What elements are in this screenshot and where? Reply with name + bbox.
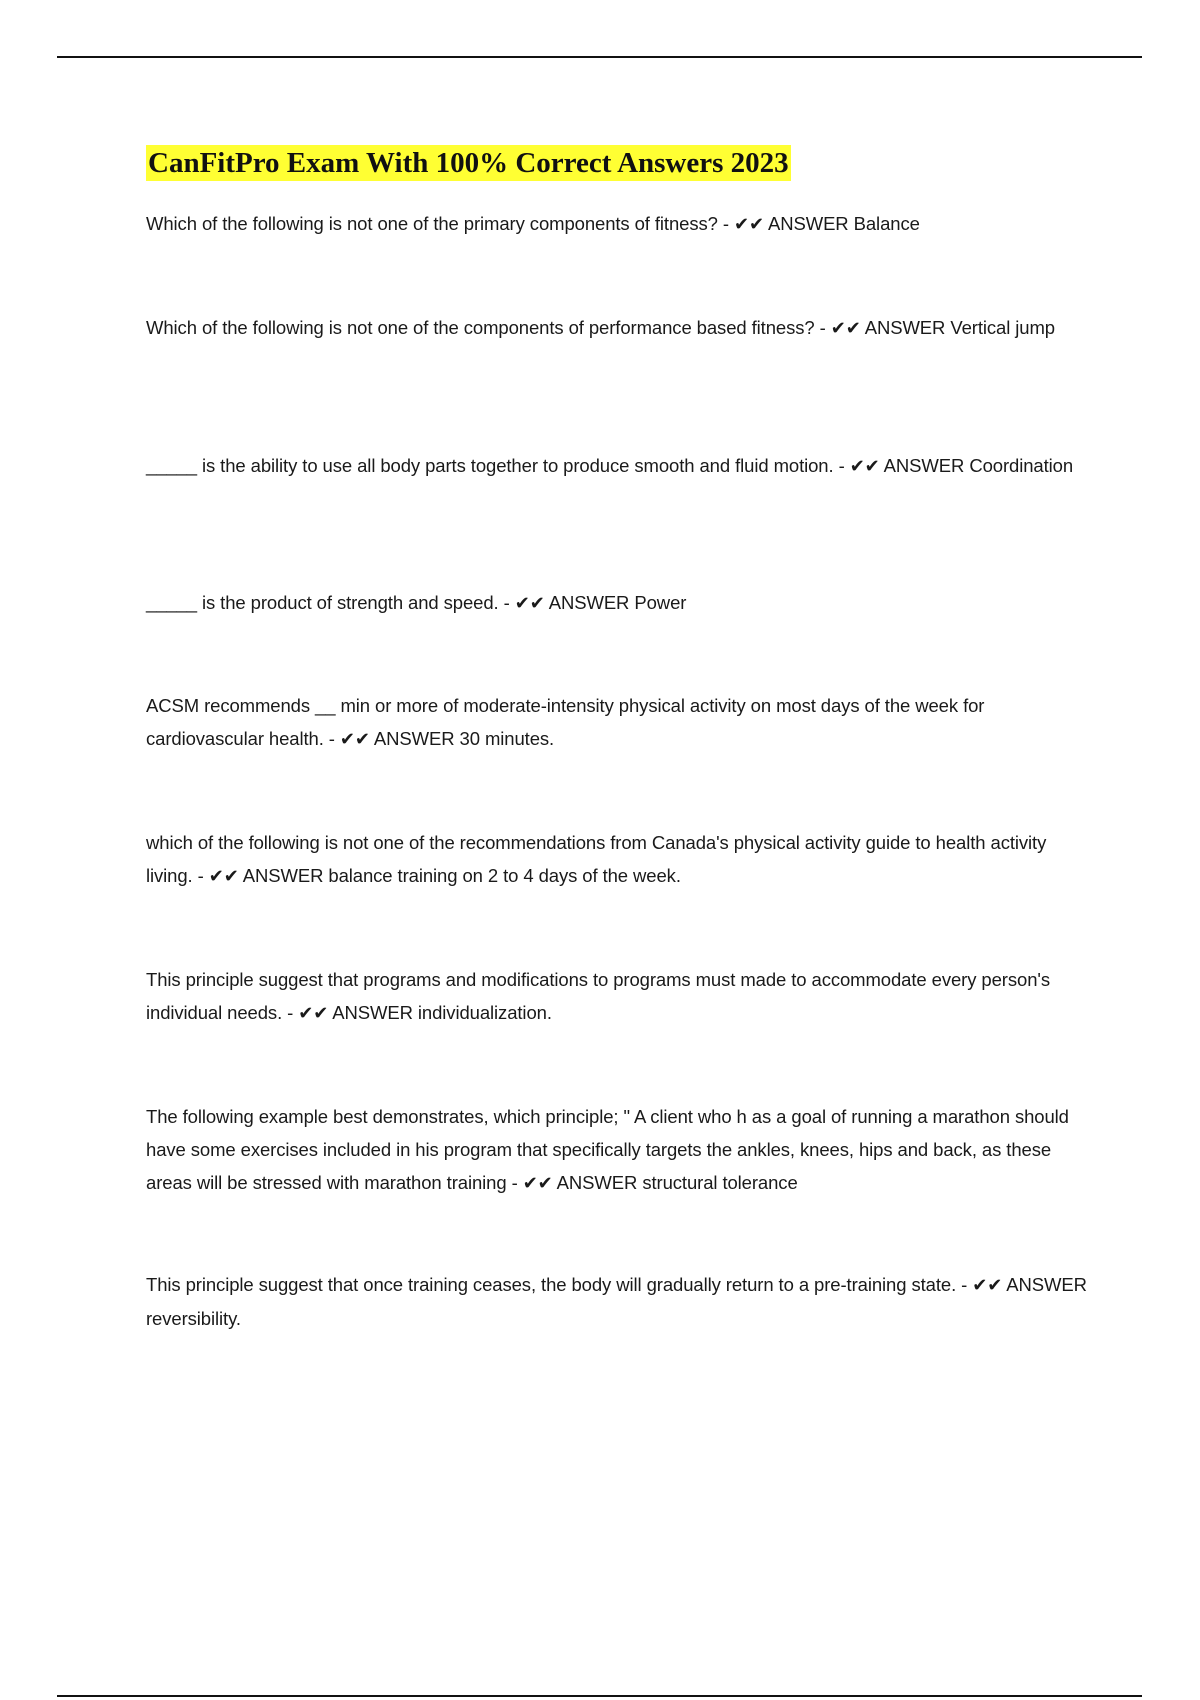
question-text: _____ is the ability to use all body parts together to produce smooth and fluid motion. bbox=[146, 455, 834, 476]
answer-text: Coordination bbox=[969, 455, 1074, 476]
question-text: This principle suggest that once training ceases, the body will gradually return to a pre-training state. bbox=[146, 1274, 957, 1295]
answer-text: Balance bbox=[853, 213, 920, 234]
check-marks-icon: ✔✔ bbox=[522, 1173, 553, 1194]
separator: - bbox=[192, 865, 209, 886]
question-text: This principle suggest that programs and modifications to programs must made to accommodate every person's individual needs. bbox=[146, 969, 1050, 1023]
separator: - bbox=[282, 1002, 299, 1023]
question-text: The following example best demonstrates, which principle; " A client who h as a goal of running a marathon should have some exercises included in his program that specifically targets the ankles, knees, hips and back, as these areas will be stressed with marathon training bbox=[146, 1106, 1069, 1193]
document-title: CanFitPro Exam With 100% Correct Answers 2023 bbox=[148, 147, 789, 179]
qa-item bbox=[146, 1268, 1096, 1335]
qa-item bbox=[146, 826, 1096, 893]
top-rule bbox=[57, 56, 1142, 58]
qa-item bbox=[146, 207, 1096, 241]
answer-label: ANSWER bbox=[1002, 1274, 1092, 1295]
answer-label: ANSWER bbox=[763, 213, 854, 234]
separator: - bbox=[323, 728, 340, 749]
separator: - bbox=[833, 455, 850, 476]
question-text: Which of the following is not one of the primary components of fitness? bbox=[146, 213, 718, 234]
check-marks-icon: ✔✔ bbox=[733, 214, 764, 235]
answer-label: ANSWER bbox=[369, 728, 460, 749]
question-text: _____ is the product of strength and speed. bbox=[146, 592, 499, 613]
answer-text: structural tolerance bbox=[642, 1172, 798, 1193]
check-marks-icon: ✔✔ bbox=[298, 1003, 329, 1024]
question-text: which of the following is not one of the recommendations from Canada's physical activity guide to health activity living. bbox=[146, 832, 1047, 886]
check-marks-icon: ✔✔ bbox=[849, 456, 880, 477]
answer-text: individualization. bbox=[417, 1002, 552, 1023]
answer-label: ANSWER bbox=[544, 592, 635, 613]
check-marks-icon: ✔✔ bbox=[830, 318, 861, 339]
qa-item bbox=[146, 586, 1096, 620]
separator: - bbox=[506, 1172, 523, 1193]
question-text: ACSM recommends __ min or more of moderate-intensity physical activity on most days of the week for cardiovascular health. bbox=[146, 695, 985, 749]
answer-label: ANSWER bbox=[552, 1172, 643, 1193]
question-text: Which of the following is not one of the components of performance based fitness? bbox=[146, 317, 815, 338]
qa-item bbox=[146, 963, 1096, 1030]
check-marks-icon: ✔✔ bbox=[339, 729, 370, 750]
separator: - bbox=[498, 592, 515, 613]
answer-label: ANSWER bbox=[860, 317, 951, 338]
separator: - bbox=[717, 213, 734, 234]
answer-label: ANSWER bbox=[328, 1002, 418, 1023]
check-marks-icon: ✔✔ bbox=[972, 1275, 1003, 1296]
check-marks-icon: ✔✔ bbox=[514, 593, 545, 614]
qa-item bbox=[146, 1100, 1096, 1200]
qa-item bbox=[146, 311, 1096, 345]
separator: - bbox=[956, 1274, 973, 1295]
document-body bbox=[146, 145, 1096, 1329]
answer-label: ANSWER bbox=[238, 865, 329, 886]
answer-text: reversibility. bbox=[146, 1308, 241, 1329]
qa-item bbox=[146, 689, 1096, 756]
answer-text: Vertical jump bbox=[950, 317, 1055, 338]
answer-label: ANSWER bbox=[879, 455, 970, 476]
answer-text: Power bbox=[634, 592, 687, 613]
bottom-rule bbox=[57, 1695, 1142, 1697]
check-marks-icon: ✔✔ bbox=[208, 866, 239, 887]
answer-text: balance training on 2 to 4 days of the week. bbox=[328, 865, 681, 886]
qa-item bbox=[146, 449, 1096, 483]
separator: - bbox=[814, 317, 831, 338]
answer-text: 30 minutes. bbox=[459, 728, 555, 749]
